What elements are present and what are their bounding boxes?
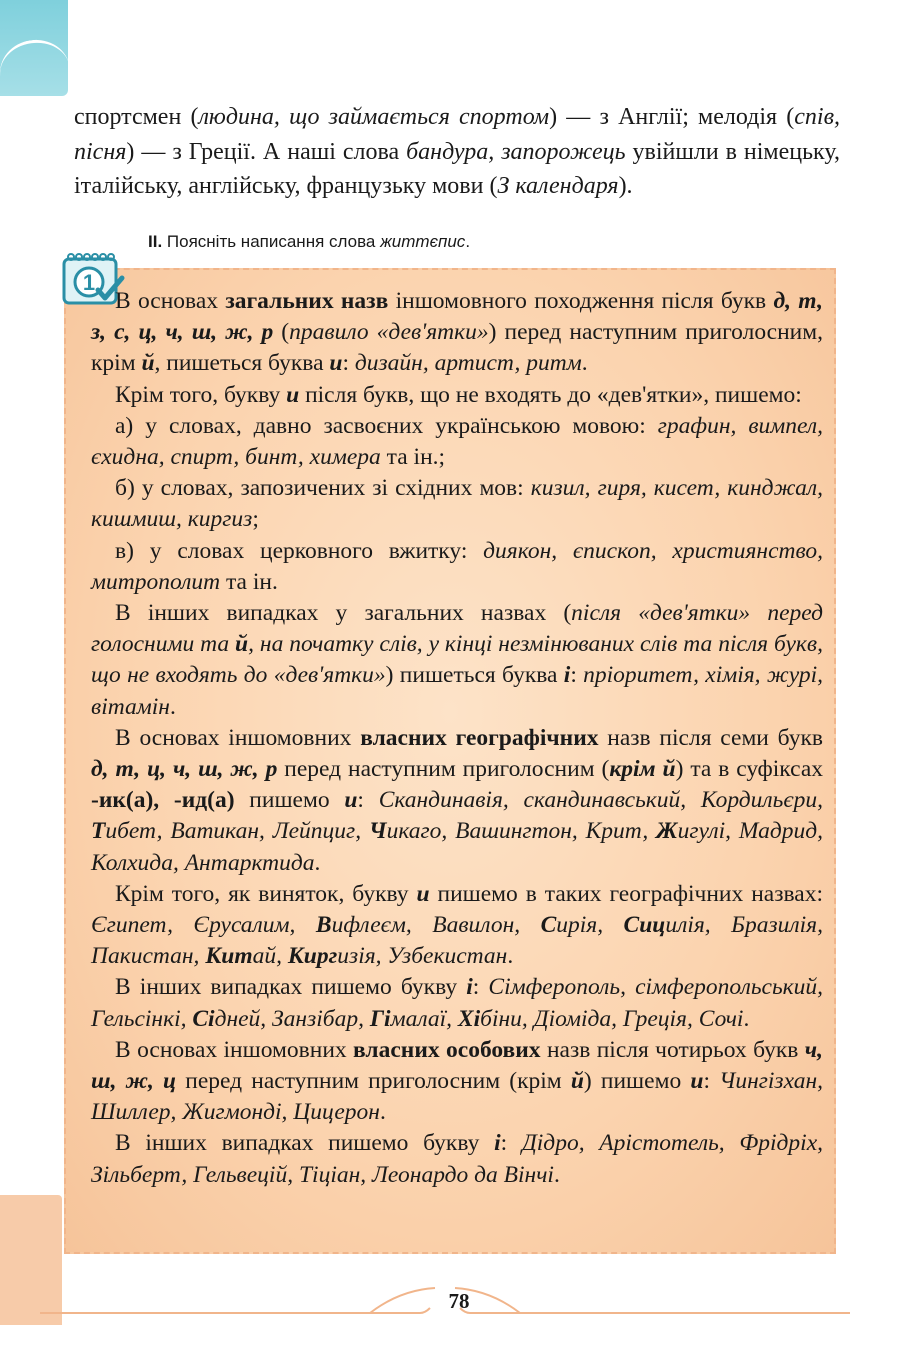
rule-text	[91, 286, 823, 1191]
task-instruction: II. Поясніть написання слова життєпис.	[148, 232, 471, 251]
page-number: 78	[448, 1289, 470, 1313]
svg-text:1: 1	[82, 270, 96, 295]
corner-tab-decoration	[0, 0, 68, 96]
rule-paragraph-10: В основах іншомовних власних особових назв після чотирьох букв ч, ш, ж, ц перед наступним приголосним (крім й) пишемо и: Чингізхан, Шиллер, Жигмонді, Цицерон.	[91, 1036, 824, 1126]
rule-paragraph-7: В основах іншомовних власних географічних назв після семи букв д, т, ц, ч, ш, ж, р перед наступним приголосним (крім й) та в суфіксах -ик(а), -ид(а) пишемо и: Скандинавія, скандинавський, Кордильєри, Тибет, Ватикан, Лейпциг, Чикаго, Вашингтон, Крит, Жигулі, Мадрид, Колхида, Антарктида.	[91, 724, 824, 876]
rule-paragraph-1: В основах загальних назв іншомовного походження після букв д, т, з, с, ц, ч, ш, ж, р (правило «дев'ятки») перед наступним приголосним, крім й, пишеться буква и: дизайн, артист, ритм.	[91, 288, 823, 377]
rule-paragraph-8: Крім того, як виняток, букву и пишемо в таких географічних назвах: Єгипет, Єрусалим, Вифлеєм, Вавилон, Сирія, Сицилія, Бразилія, Пакистан, Китай, Киргизія, Узбекистан.	[91, 880, 823, 970]
rule-paragraph-11: В інших випадках пишемо букву і: Дідро, Арістотель, Фрідріх, Зільберт, Гельвецій, Тіціан, Леонардо да Вінчі.	[91, 1130, 824, 1188]
rule-paragraph-2: Крім того, букву и після букв, що не входять до «дев'ятки», пишемо:	[115, 381, 802, 408]
intro-paragraph: спортсмен (людина, що займається спортом) — з Англії; мелодія (спів, пісня) — з Греції. А наші слова бандура, запорожець увійшли в німецьку, італійську, англійську, французьку мови (З календаря).	[74, 104, 840, 199]
rule-paragraph-6: В інших випадках у загальних назвах (після «дев'ятки» перед голосними та й, на початку слів, у кінці незмінюваних слів та після букв, що не входять до «дев'ятки») пишеться буква і: пріоритет, хімія, журі, вітамін.	[91, 600, 824, 720]
rule-paragraph-4: б) у словах, запозичених зі східних мов: кизил, гиря, кисет, кинджал, кишмиш, киргиз;	[91, 475, 823, 533]
rule-paragraph-5: в) у словах церковного вжитку: диякон, єпископ, християнство, митрополит та ін.	[91, 537, 823, 595]
rule-paragraph-3: а) у словах, давно засвоєних українською мовою: графин, вимпел, єхидна, спирт, бинт, химера та ін.;	[91, 412, 823, 471]
rule-paragraph-9: В інших випадках пишемо букву і: Сімферополь, сімферопольський, Гельсінкі, Сідней, Занзібар, Гімалаї, Хібіни, Діоміда, Греція, Сочі.	[91, 974, 824, 1032]
